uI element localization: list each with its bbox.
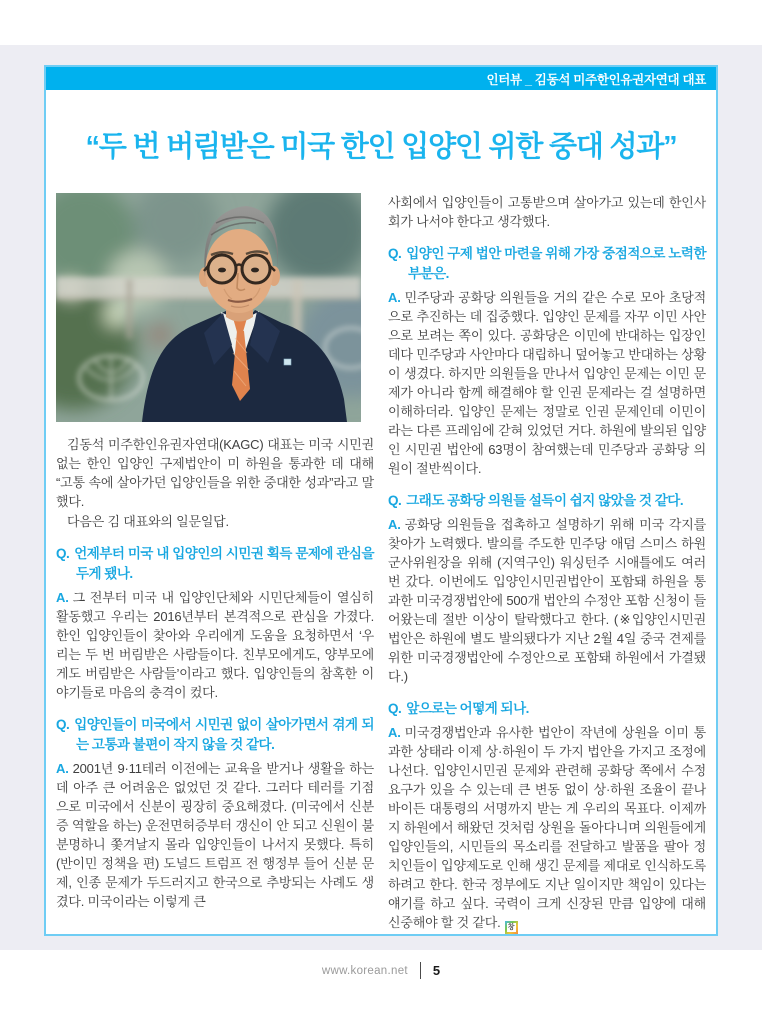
question-text: 입양인들이 미국에서 시민권 없이 살아가면서 겪게 되는 고통과 불편이 작지 않을 것 같다.	[74, 717, 374, 752]
intro-paragraph: 다음은 김 대표와의 일문일답.	[67, 514, 229, 529]
portrait-photo-illustration	[56, 193, 361, 422]
article-columns	[46, 193, 716, 935]
portrait-photo	[56, 193, 361, 422]
question-text: 그래도 공화당 의원들 설득이 쉽지 않았을 것 같다.	[406, 493, 684, 508]
intro-paragraph: 김동석 미주한인유권자연대(KAGC) 대표는 미국 시민권 없는 한인 입양인 구제법안이 미 하원을 통과한 데 대해 “고통 속에 살아가던 입양인들을 위한 중대한 성과”라고 말했다.	[56, 437, 374, 509]
page-number: 5	[432, 963, 441, 978]
answer-text: 공화당 의원들을 접촉하고 설명하기 위해 미국 각지를 찾아가 노력했다. 발의를 주도한 민주당 애덤 스미스 하원 군사위원장을 위해 (지역구인) 워싱턴주 시애틀에도 여러 번 갔다. 이번에도 입양인시민권법안이 포함돼 하원을 통과한 미국경쟁법안에 500개 법안의 수정안 포함 신청이 들어왔는데 절반 이상이 탈락했다고 한다. (※입양인시민권법안은 하원에 별도 발의됐다가 지난 2월 4일 중국 견제를 위한 미국경쟁법안에 수정안으로 포함돼 하원에서 가결됐다.)	[388, 517, 706, 684]
article-frame	[44, 65, 718, 936]
answer-text: 그 전부터 미국 내 입양인단체와 시민단체들이 열심히 활동했고 우리는 2016년부터 본격적으로 관심을 가졌다. 한인 입양인들이 찾아와 우리에게 도움을 요청하면서 ‘우리는 두 번 버림받은 사람들이다. 친부모에게도, 양부모에게도 버림받은 사람들’이라고 했다. 입양인들의 참혹한 이야기들로 마음의 충격이 컸다.	[56, 590, 374, 700]
a-label: A.	[388, 725, 401, 740]
question-heading	[56, 715, 374, 755]
question-heading	[388, 491, 706, 511]
page-footer	[0, 950, 762, 1020]
article-headline: “두 번 버림받은 미국 한인 입양인 위한 중대 성과”	[85, 131, 677, 163]
question-heading	[56, 544, 374, 584]
website-url: www.korean.net	[321, 964, 408, 977]
answer-paragraph	[56, 759, 374, 911]
question-text: 언제부터 미국 내 입양인의 시민권 획득 문제에 관심을 두게 됐나.	[74, 546, 374, 581]
end-of-article-mark-icon: 창	[505, 921, 518, 934]
answer-text: 2001년 9·11테러 이전에는 교육을 받거나 생활을 하는 데 아주 큰 어려움은 없었던 것 같다. 그러다 테러를 기점으로 미국에서 신분이 굉장히 중요해졌다. (미국에서 신분증 역할을 하는) 운전면허증부터 갱신이 안 되고 신원이 불분명하니 쫓겨날지 몰라 입양인들이 나서지 못했다. 특히 (반이민 정책을 편) 도널드 트럼프 전 행정부 들어 신분 문제, 인종 문제가 두드러지고 한국으로 추방되는 사례도 생겼다. 미국이라는 이렇게 큰	[56, 761, 374, 909]
q-label: Q.	[388, 493, 402, 508]
a-label: A.	[388, 517, 401, 532]
question-text: 입양인 구제 법안 마련을 위해 가장 중점적으로 노력한 부분은.	[406, 246, 706, 281]
a-label: A.	[388, 290, 401, 305]
answer-text: 미국경쟁법안과 유사한 법안이 작년에 상원을 이미 통과한 상태라 이제 상·하원이 두 가지 법안을 가지고 조정에 나선다. 입양인시민권 문제와 관련해 공화당 쪽에서 수정 요구가 있을 수 있는데 큰 변동 없이 상·하원 조율이 끝나 바이든 대통령의 서명까지 받는 게 우리의 목표다. 이제까지 하원에서 해왔던 것처럼 상원을 돌아다니며 의원들에게 입양인들의, 시민들의 목소리를 전달하고 발품을 팔아 정치인들이 입양제도로 인해 생긴 문제를 제대로 인식하도록 하려고 한다. 한국 정부에도 지난 일이지만 책임이 있다는 얘기를 하고 싶다. 국력이 크게 신장된 만큼 입양에 대해 신중해야 할 것 같다.	[388, 725, 706, 930]
eye-left	[218, 268, 226, 273]
answer-text: 민주당과 공화당 의원들을 거의 같은 수로 모아 초당적으로 추진하는 데 집중했다. 입양인 문제를 자꾸 이민 사안으로 보려는 쪽이 있다. 공화당은 이민에 반대하는 입장인데다 민주당과 사안마다 대립하니 덮어놓고 반대하는 상황이 생겼다. 하지만 의원들을 만나서 입양인 문제는 이민 문제가 아니라 함께 해결해야 할 인권 문제라는 걸 설명하면 이해하더라. 입양인 문제는 정말로 인권 문제인데 이민이라는 다른 프레임에 갇혀 있었던 거다. 하원에 발의된 입양인 시민권 법안에 63명이 참여했는데 민주당과 공화당 의원이 절반씩이다.	[388, 290, 706, 476]
footer-divider	[420, 962, 421, 979]
question-heading	[388, 699, 706, 719]
section-header-bar	[46, 67, 716, 90]
answer-paragraph	[56, 588, 374, 702]
answer-paragraph	[388, 515, 706, 686]
q-label: Q.	[56, 546, 70, 561]
left-column	[56, 193, 374, 935]
question-heading	[388, 244, 706, 284]
q-label: Q.	[56, 717, 70, 732]
eye-right	[251, 268, 259, 273]
answer-paragraph	[388, 288, 706, 478]
lapel-pin	[284, 359, 291, 365]
q-label: Q.	[388, 246, 402, 261]
question-text: 앞으로는 어떻게 되나.	[406, 701, 529, 716]
section-header-label: 인터뷰 _ 김동석 미주한인유권자연대 대표	[486, 72, 706, 87]
a-label: A.	[56, 761, 69, 776]
answer-paragraph	[388, 723, 706, 934]
a-label: A.	[56, 590, 69, 605]
continued-paragraph: 사회에서 입양인들이 고통받으며 살아가고 있는데 한인사회가 나서야 한다고 생각했다.	[388, 195, 706, 229]
right-column	[388, 193, 706, 935]
q-label: Q.	[388, 701, 402, 716]
